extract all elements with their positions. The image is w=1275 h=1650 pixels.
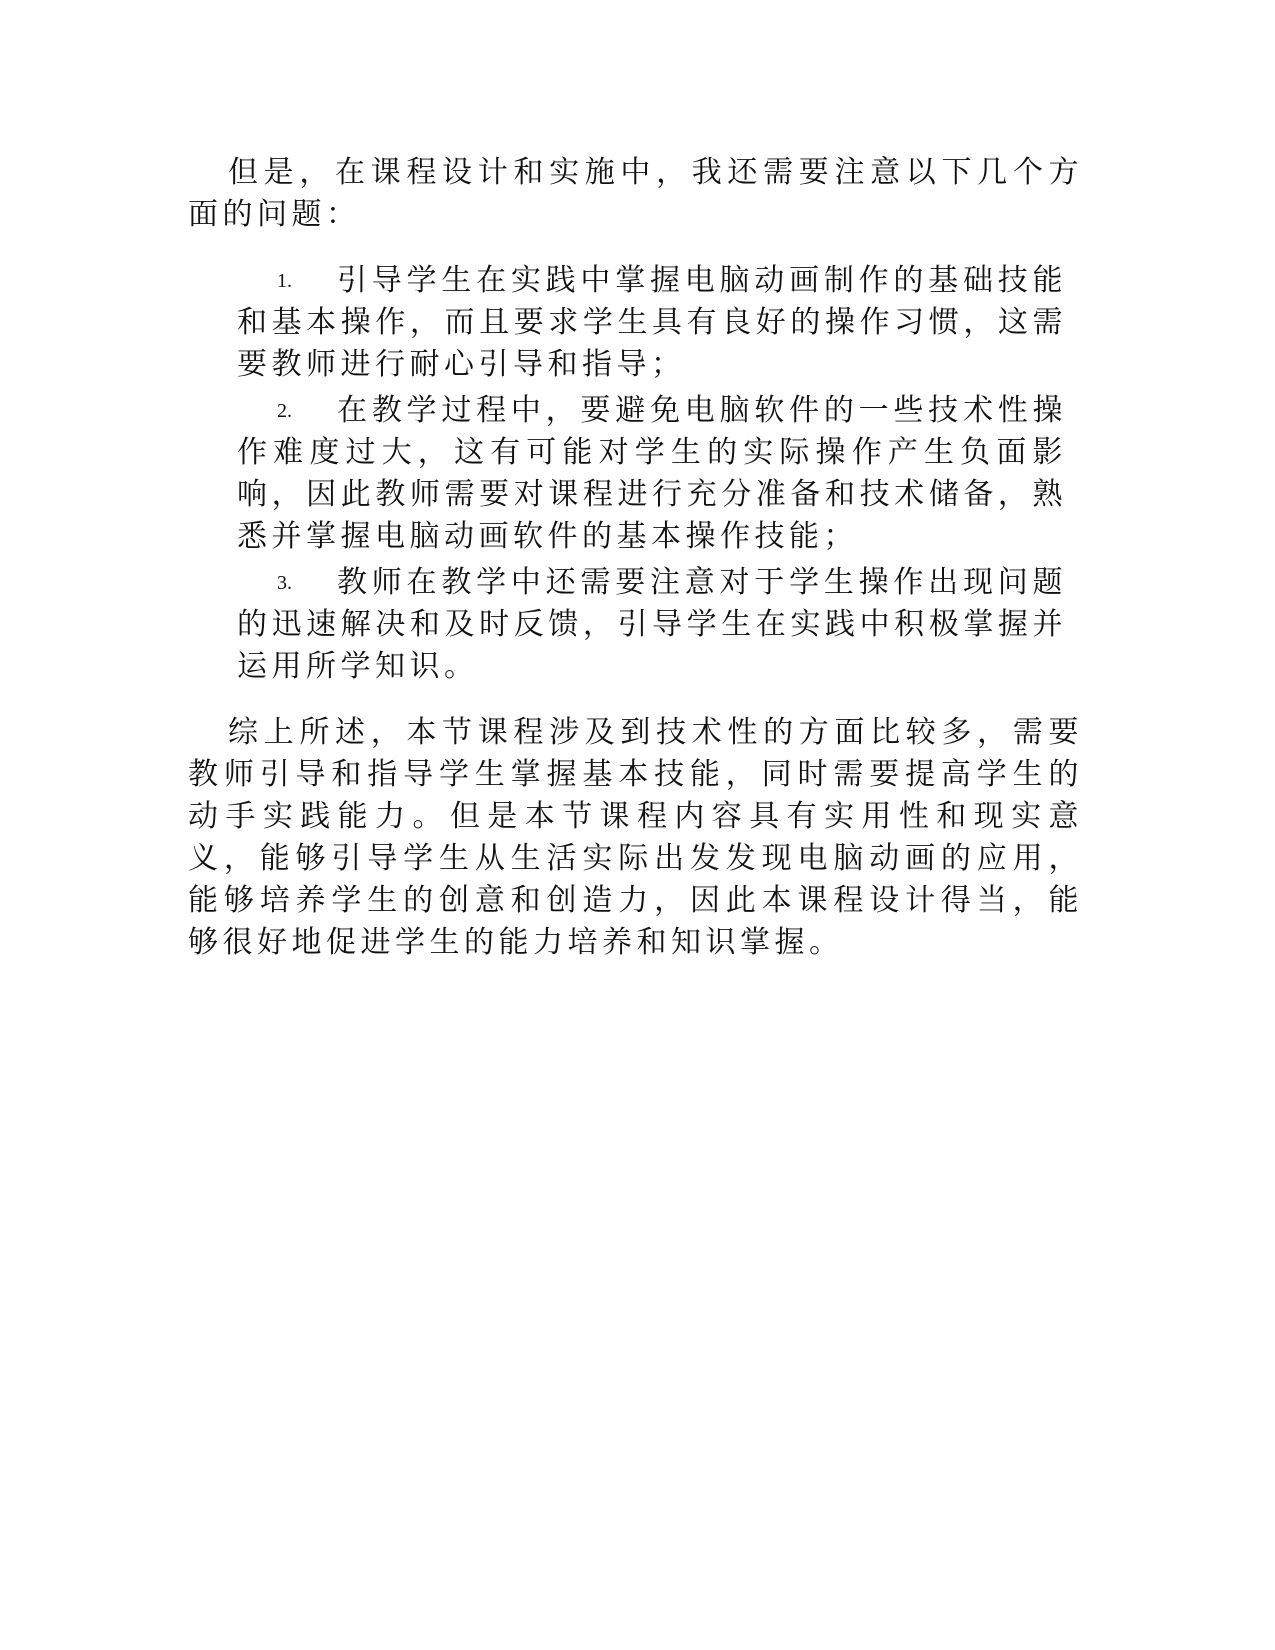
list-item xyxy=(237,260,1067,386)
list-item xyxy=(237,562,1067,688)
list-item-text: 引导学生在实践中掌握电脑动画制作的基础技能和基本操作，而且要求学生具有良好的操作习惯，这需要教师进行耐心引导和指导； xyxy=(237,263,1067,382)
list-item-number: 3. xyxy=(277,572,292,594)
list-item-number: 1. xyxy=(277,270,292,292)
summary-paragraph: 综上所述，本节课程涉及到技术性的方面比较多，需要教师引导和指导学生掌握基本技能，同时需要提高学生的动手实践能力。但是本节课程内容具有实用性和现实意义，能够引导学生从生活实际出发发现电脑动画的应用，能够培养学生的创意和创造力，因此本课程设计得当，能够很好地促进学生的能力培养和知识掌握。 xyxy=(188,715,1083,960)
intro-paragraph: 但是，在课程设计和实施中，我还需要注意以下几个方面的问题： xyxy=(188,155,1083,232)
issues-list xyxy=(237,260,1067,692)
list-item-text: 在教学过程中，要避免电脑软件的一些技术性操作难度过大，这有可能对学生的实际操作产生负面影响，因此教师需要对课程进行充分准备和技术储备，熟悉并掌握电脑动画软件的基本操作技能； xyxy=(237,393,1067,554)
list-item xyxy=(237,390,1067,558)
list-item-number: 2. xyxy=(277,400,292,422)
list-item-text: 教师在教学中还需要注意对于学生操作出现问题的迅速解决和及时反馈，引导学生在实践中积极掌握并运用所学知识。 xyxy=(237,565,1067,684)
